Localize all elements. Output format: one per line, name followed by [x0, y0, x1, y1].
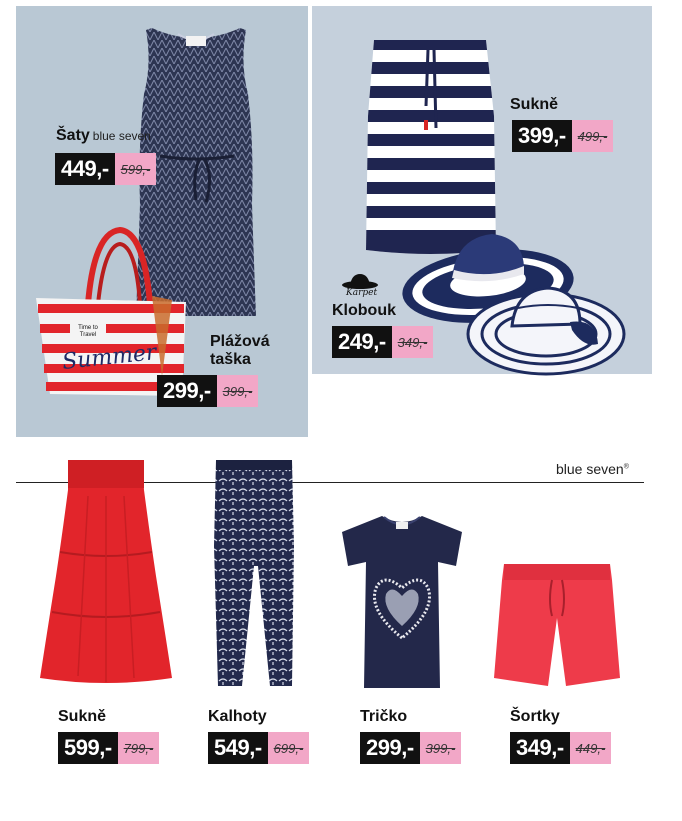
product-name-text: Tričko — [360, 708, 408, 725]
price-tag-sukne2 — [58, 732, 159, 764]
price-tag-sortky — [510, 732, 611, 764]
product-name-sukne2 — [58, 708, 106, 726]
shorts-image[interactable] — [492, 560, 622, 692]
tshirt-image[interactable] — [338, 512, 466, 690]
bag-text-line1: Time to — [78, 325, 98, 331]
old-price: 499,- — [572, 120, 614, 152]
current-price: 399,- — [512, 120, 572, 152]
karpet-wordmark: Karpet — [346, 288, 378, 298]
striped-skirt-image[interactable] — [360, 36, 500, 258]
karpet-logo — [336, 270, 384, 300]
product-name-saty — [56, 127, 151, 145]
red-skirt-image[interactable] — [38, 456, 174, 688]
product-name-klobouk — [332, 302, 396, 320]
price-tag-sukne1 — [512, 120, 613, 152]
product-name-line1: Plážová — [210, 333, 270, 350]
product-name-sukne1 — [510, 96, 558, 114]
brand-logo-mark: ® — [623, 463, 629, 471]
product-name-kalhoty — [208, 708, 267, 726]
brand-inline: blue seven — [92, 129, 151, 143]
old-price: 799,- — [118, 732, 160, 764]
product-name-text: Šortky — [510, 708, 560, 725]
product-name-taska — [210, 333, 270, 370]
price-tag-saty — [55, 153, 156, 185]
price-tag-tricko — [360, 732, 461, 764]
product-name-text: Šaty — [56, 127, 90, 144]
brand-logo — [556, 461, 629, 477]
product-name-text: Sukně — [510, 96, 559, 113]
current-price: 349,- — [510, 732, 570, 764]
old-price: 399,- — [420, 732, 462, 764]
product-name-text: Kalhoty — [208, 708, 267, 725]
price-tag-klobouk — [332, 326, 433, 358]
old-price: 699,- — [268, 732, 310, 764]
current-price: 599,- — [58, 732, 118, 764]
hat-icon — [336, 270, 384, 290]
brand-logo-text: blue seven — [556, 461, 624, 477]
current-price: 249,- — [332, 326, 392, 358]
old-price: 349,- — [392, 326, 434, 358]
old-price: 449,- — [570, 732, 612, 764]
product-name-text: Sukně — [58, 708, 107, 725]
price-tag-kalhoty — [208, 732, 309, 764]
current-price: 299,- — [360, 732, 420, 764]
product-name-text: Klobouk — [332, 302, 396, 319]
product-name-line2: taška — [210, 351, 251, 369]
product-name-sortky — [510, 708, 560, 726]
old-price: 599,- — [115, 153, 157, 185]
pants-image[interactable] — [208, 456, 300, 692]
current-price: 549,- — [208, 732, 268, 764]
bag-text-line2: Travel — [79, 332, 97, 338]
price-tag-taska — [157, 375, 258, 407]
hats-image[interactable] — [400, 226, 628, 402]
old-price: 399,- — [217, 375, 259, 407]
current-price: 299,- — [157, 375, 217, 407]
bag-script-text: Summer — [61, 340, 158, 375]
current-price: 449,- — [55, 153, 115, 185]
product-name-tricko — [360, 708, 407, 726]
